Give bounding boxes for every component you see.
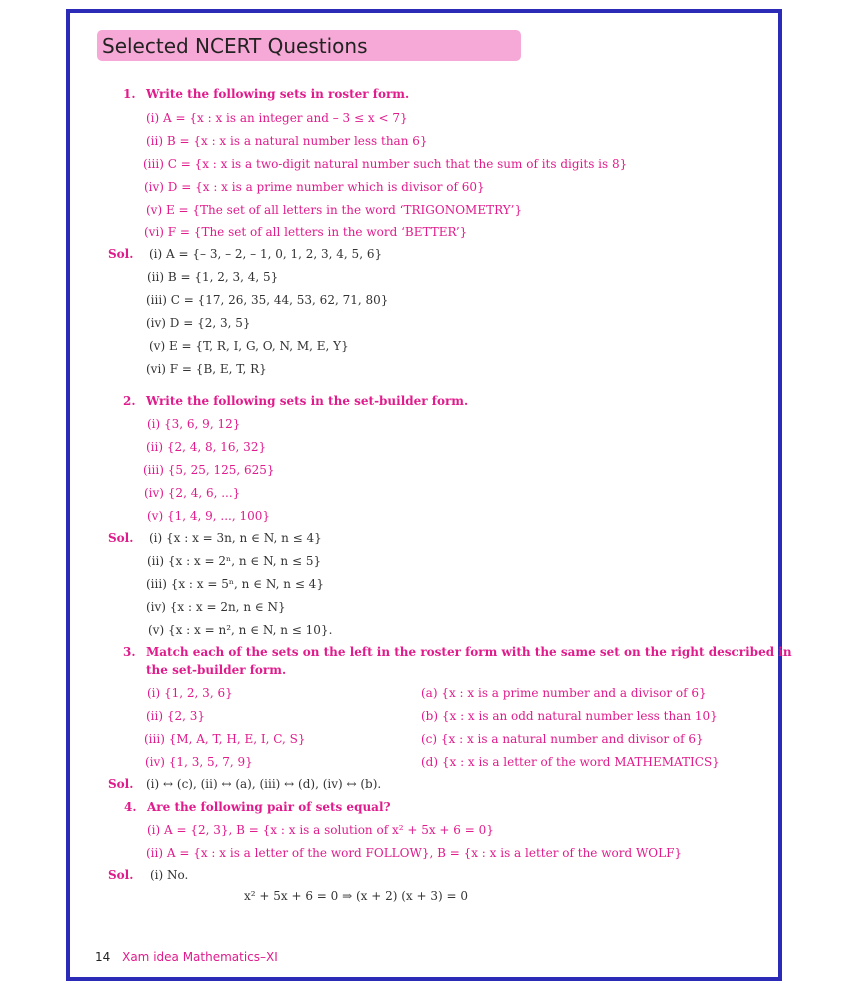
q1-sol-2: (ii) B = {1, 2, 3, 4, 5} [147,270,279,284]
q3-left-4: (iv) {1, 3, 5, 7, 9} [145,755,253,769]
q2-sol-4: (iv) {x : x = 2n, n ∈ N} [146,600,286,614]
q1-item-4: (iv) D = {x : x is a prime number which is divisor of 60} [144,180,485,194]
q1-item-2: (ii) B = {x : x is a natural number less than 6} [146,134,428,148]
q3-right-a: (a) {x : x is a prime number and a divisor of 6} [421,686,707,700]
q2-sol-1: (i) {x : x = 3n, n ∈ N, n ≤ 4} [149,531,322,545]
q3-sol-label: Sol. [108,777,134,791]
q2-sol-3: (iii) {x : x = 5ⁿ, n ∈ N, n ≤ 4} [146,577,324,591]
q2-number: 2. [123,394,136,408]
q1-item-3: (iii) C = {x : x is a two-digit natural number such that the sum of its digits is 8} [143,157,628,171]
q1-text: Write the following sets in roster form. [146,87,410,101]
q4-text: Are the following pair of sets equal? [147,800,391,814]
q4-sol-label: Sol. [108,868,134,882]
q4-number: 4. [124,800,137,814]
q2-text: Write the following sets in the set-builder form. [146,394,469,408]
q4-equation: x² + 5x + 6 = 0 ⇒ (x + 2) (x + 3) = 0 [244,889,469,903]
q3-text-line2: the set-builder form. [146,663,287,677]
q1-sol-label: Sol. [108,247,134,261]
q1-item-6: (vi) F = {The set of all letters in the word ‘BETTER’} [144,225,468,239]
q1-sol-5: (v) E = {T, R, I, G, O, N, M, E, Y} [149,339,349,353]
page-number: 14 [95,950,111,964]
book-title: Xam idea Mathematics–XI [122,950,278,964]
section-title: Selected NCERT Questions [102,34,368,58]
q3-left-1: (i) {1, 2, 3, 6} [147,686,233,700]
q1-number: 1. [123,87,136,101]
q4-solution: (i) No. [150,868,189,882]
q3-right-c: (c) {x : x is a natural number and divisor of 6} [421,732,704,746]
q2-item-5: (v) {1, 4, 9, ..., 100} [147,509,270,523]
q1-item-5: (v) E = {The set of all letters in the word ‘TRIGONOMETRY’} [146,203,523,217]
q4-item-2: (ii) A = {x : x is a letter of the word FOLLOW}, B = {x : x is a letter of the word WOLF} [146,846,683,860]
q1-sol-3: (iii) C = {17, 26, 35, 44, 53, 62, 71, 80} [146,293,389,307]
page-footer [95,950,278,964]
q2-item-2: (ii) {2, 4, 8, 16, 32} [146,440,267,454]
q1-sol-1: (i) A = {– 3, – 2, – 1, 0, 1, 2, 3, 4, 5, 6} [149,247,383,261]
q4-item-1: (i) A = {2, 3}, B = {x : x is a solution of x² + 5x + 6 = 0} [147,823,494,837]
q2-item-3: (iii) {5, 25, 125, 625} [143,463,275,477]
q3-right-d: (d) {x : x is a letter of the word MATHEMATICS} [421,755,720,769]
q2-item-4: (iv) {2, 4, 6, ...} [144,486,241,500]
q3-solution: (i) ↔ (c), (ii) ↔ (a), (iii) ↔ (d), (iv) ↔ (b). [146,777,382,791]
q2-sol-label: Sol. [108,531,134,545]
q3-left-3: (iii) {M, A, T, H, E, I, C, S} [144,732,306,746]
q3-text-line1: Match each of the sets on the left in the roster form with the same set on the right described in [146,645,792,659]
q3-number: 3. [123,645,136,659]
q1-sol-6: (vi) F = {B, E, T, R} [146,362,267,376]
q1-sol-4: (iv) D = {2, 3, 5} [146,316,251,330]
q2-sol-2: (ii) {x : x = 2ⁿ, n ∈ N, n ≤ 5} [147,554,322,568]
q3-right-b: (b) {x : x is an odd natural number less than 10} [421,709,718,723]
q2-item-1: (i) {3, 6, 9, 12} [147,417,241,431]
q3-left-2: (ii) {2, 3} [146,709,206,723]
q1-item-1: (i) A = {x : x is an integer and – 3 ≤ x < 7} [146,111,408,125]
q2-sol-5: (v) {x : x = n², n ∈ N, n ≤ 10}. [148,623,333,637]
